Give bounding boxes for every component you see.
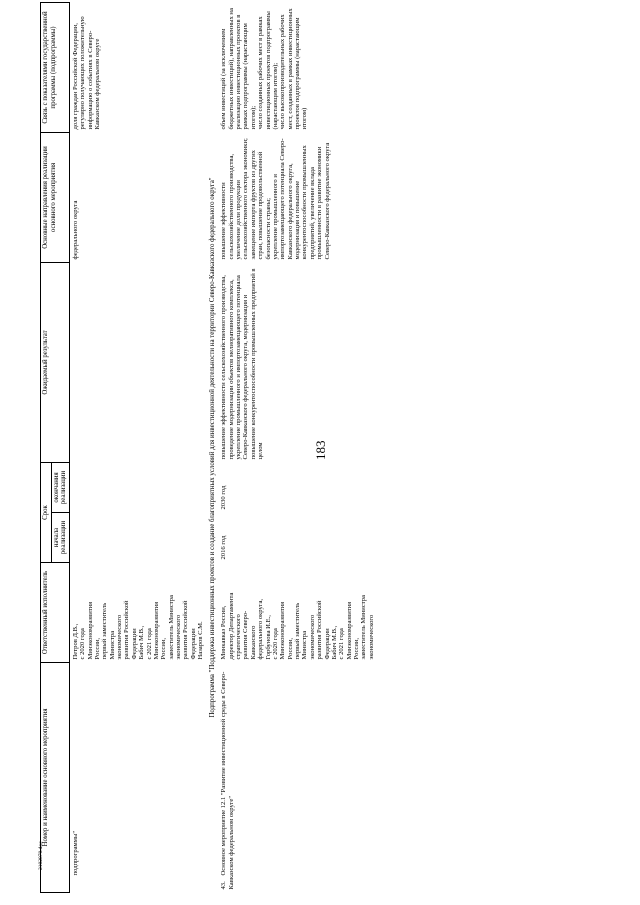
subprogram-title: Подпрограмма "Поддержка инвестиционных проектов и создание благоприятных условий для инвестиционной деятельности на территории Северо-Кавказского федерального округа" — [208, 177, 216, 718]
header-col-end: окончания реализации — [51, 462, 69, 512]
cell-directions: повышение эффективности сельскохозяйственного производства, увеличение доли продукции сельскохозяйственного сектора экономики; замещение импорта фруктов из других стран, повышение продовольственной безопасности страны; укрепление промышленного и импортозамещающего потенциала Северо-Кавказского федерального округа, модернизация и повышение конкурентоспособности промышленных предприятий, увеличение вклада промышленности в развитие экономики Северо-Кавказского федерального округа — [220, 138, 331, 260]
header-col-term: Срок — [41, 462, 52, 562]
row-number: 43. — [220, 881, 228, 890]
program-table — [40, 2, 377, 893]
table-header — [41, 2, 70, 892]
subprogram-title-row — [207, 2, 219, 892]
header-col-directions: Основные направления реализации основного мероприятия — [41, 132, 70, 262]
header-col-executor: Ответственный исполнитель — [41, 563, 70, 663]
cell-start — [69, 513, 206, 563]
header-col-indicators-link: Связь с показателями государственной программы (подпрограммы) — [41, 2, 70, 132]
cell-expected-result: повышение эффективности сельскохозяйственного производства, проведение модернизации объектов мелиоративного комплекса, укрепление промышленного и импортозамещающего потенциала Северо-Кавказского федерального округа, модернизация и повышение конкурентоспособности промышленных предприятий в целом — [220, 268, 265, 460]
cell-executor: Петров Д.В., с 2020 года Минэкономразвития России, первый заместитель Министра экономического развития Российской Федерации Бабич М.В., с 2021 года Минэкономразвития России, заместитель Министра экономического развития Российской Федерации Назаров С.М. — [71, 595, 205, 660]
cell-directions: федерального округа — [71, 200, 79, 260]
footer-file-name: 2102070.doc — [38, 841, 44, 870]
header-col-expected-result: Ожидаемый результат — [41, 262, 70, 462]
cell-start: 2016 год — [220, 535, 228, 560]
cell-number-name: подпрограммы" — [71, 830, 79, 876]
cell-end — [69, 462, 206, 512]
cell-executor: Минкавказ России, директор Департамента стратегического развития Северо- Кавказского федерального округа, Горбунова И.Е., с 2020 года Минэкономразвития России, первый заместитель Министра экономического развития Российской Федерации Бабич М.В., с 2021 года Минэкономразвития России, заместитель Министра экономического — [220, 592, 375, 660]
cell-number-name: 43.Основное мероприятие 12.1 "Развитие инвестиционной среды в Северо-Кавказском федеральном округе" — [220, 671, 235, 890]
cell-indicators-link: объем инвестиций (за исключением бюджетных инвестиций), направленных на реализацию инвестиционных проектов в рамках подпрограммы (нарастающим итогом); число созданных рабочих мест в рамках инвестиционных проектов подпрограммы (нарастающим итогом); число высокопроизводительных рабочих мест, созданных в рамках инвестиционных проектов подпрограммы (нарастающим итогом) — [220, 8, 309, 130]
header-col-start: начала реализации — [51, 513, 69, 563]
rotated-page-content — [40, 3, 620, 893]
table-row — [218, 2, 377, 892]
cell-end: 2030 год — [220, 485, 228, 510]
header-col-number-name: Номер и наименование основного мероприятия — [41, 663, 70, 893]
cell-indicators-link: доля граждан Российской Федерации, регулярно получающих положительную информацию о событиях в Северо-Кавказском федеральном округе — [71, 16, 101, 130]
table-row — [69, 2, 206, 892]
cell-expected-result — [69, 262, 206, 462]
page-number: 183 — [313, 440, 328, 460]
